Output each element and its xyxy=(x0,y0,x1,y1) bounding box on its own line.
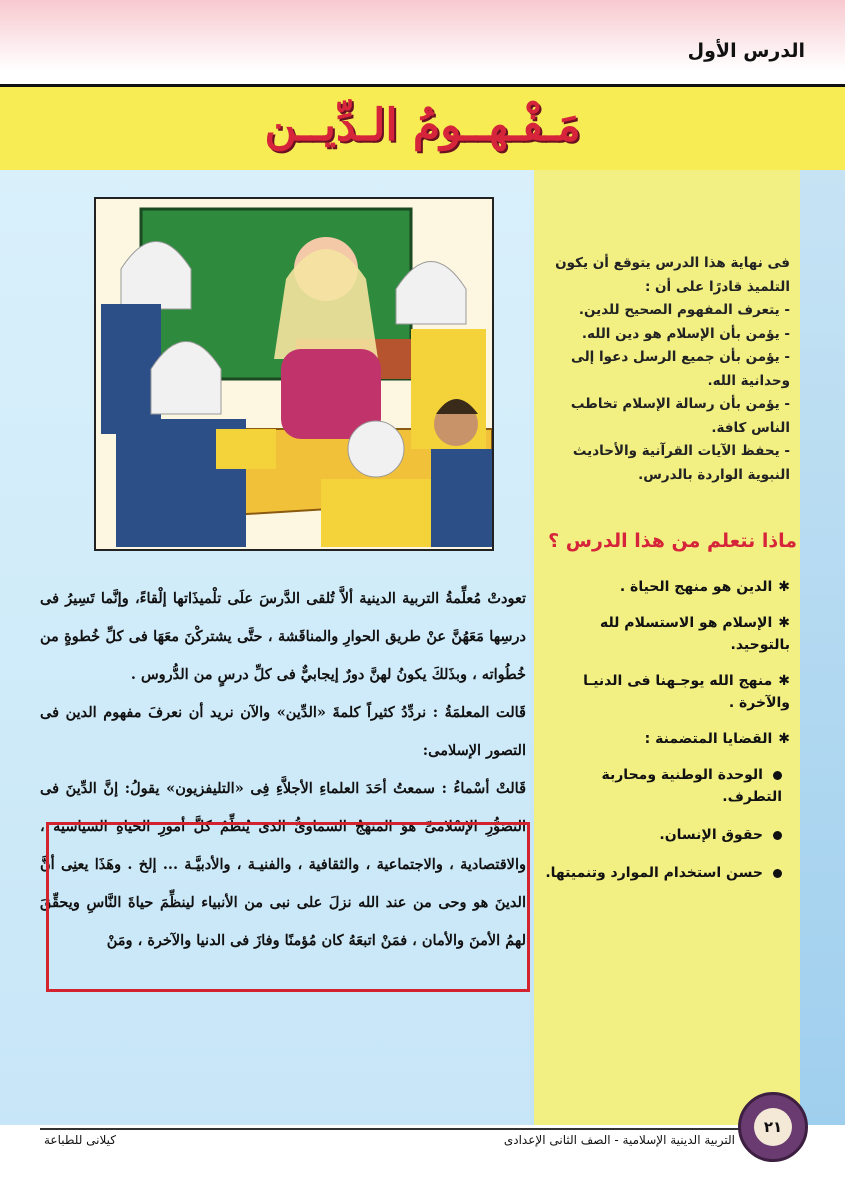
objective-item: - يؤمن بأن جميع الرسل دعوا إلى وحدانية الله. xyxy=(570,349,790,389)
learn-item xyxy=(540,576,790,598)
issue-item xyxy=(540,862,790,884)
lesson-label: الدرس الأول xyxy=(687,40,805,62)
body-paragraph-1: تعودتْ مُعلِّمةُ التربية الدينية ألاَّ تُلقى الدَّرسَ علَى تلْميذَاتها إلْقاءً، وإنَّما تَسِيرُ فى درسِها مَعَهُنَّ عنْ طريق الحوارِ والمناقَشة ، حتَّى يشتركْنَ معَهَا فى كلِّ خُطوةٍ من خُطُواته ، وبذَلكَ يكونُ لهنَّ دورٌ إيجابيٌّ فى كلِّ درسٍ من الدُّروس . xyxy=(40,590,526,683)
learn-item-text: الدين هو منهج الحياة . xyxy=(619,579,773,595)
star-bullet-icon: ✱ xyxy=(778,579,790,595)
learn-item-text: منهج الله يوجـهنا فى الدنيـا والآخرة . xyxy=(583,673,790,711)
learn-list xyxy=(540,576,790,900)
issue-item xyxy=(540,824,790,846)
star-bullet-icon: ✱ xyxy=(778,673,790,689)
right-edge-strip xyxy=(800,170,845,1125)
footer-book-title: التربية الدينية الإسلامية - الصف الثانى الإعدادى xyxy=(503,1133,735,1147)
dot-bullet-icon xyxy=(773,831,782,840)
learn-heading: ماذا نتعلم من هذا الدرس ؟ xyxy=(548,530,797,552)
learn-item-text: الإسلام هو الاستسلام لله بالتوحيد. xyxy=(599,615,790,653)
objectives-list xyxy=(548,299,790,487)
objective-item: - يؤمن بأن رسالة الإسلام تخاطب الناس كافة. xyxy=(570,396,790,436)
issue-text: الوحدة الوطنية ومحاربة التطرف. xyxy=(601,767,782,805)
objectives-intro: فى نهاية هذا الدرس يتوقع أن يكون التلميذ قادرًا على أن : xyxy=(555,255,790,295)
learn-item xyxy=(540,612,790,656)
classroom-illustration xyxy=(94,197,494,551)
issue-text: حسن استخدام الموارد وتنميتها. xyxy=(545,865,763,881)
learn-item-text: القضايا المتضمنة : xyxy=(644,731,773,747)
objective-item: - يحفظ الآيات القرآنية والأحاديث النبوية الواردة بالدرس. xyxy=(572,443,790,483)
issues-list xyxy=(540,764,790,884)
objective-item: - يتعرف المفهوم الصحيح للدين. xyxy=(578,302,790,318)
body-paragraph-3: قَالتْ أسْماءُ : سمعتُ أحَدَ العلماءِ الأجلاَّءِ فِى «التليفزيون» يقولُ: إنَّ الدِّينَ فى التصَوُّرِ الإسْلامىِّ هوَ المنهَجُ السماوىُّ الذى يُنظِّمُ كلَّ أمورِ الحياةِ السياسية ، والاقتصادية ، والاجتماعية ، والثقافية ، والفنيـة ، والأدبيَّـة ... إلخ . وهَذَا يعنِى أنَّ الدينَ هو وحى من عند الله نزلَ على نبى من الأنبياء لينظِّمَ حياةَ النَّاسِ ويحقِّقَ لهمُ الأمنَ والأمان ، فمَنْ اتبعَهُ كان مُؤمنًا وفازَ فى الدنيا والآخرة ، ومَنْ xyxy=(40,780,526,949)
highlight-box xyxy=(46,822,530,992)
dot-bullet-icon xyxy=(773,771,782,780)
star-bullet-icon: ✱ xyxy=(778,731,790,747)
dot-bullet-icon xyxy=(773,869,782,878)
objectives-box xyxy=(548,252,790,487)
page-title: مَـفْـهــومُ الـدِّيــن xyxy=(264,100,581,151)
page-number: ٢١ xyxy=(754,1108,792,1146)
issue-item xyxy=(540,764,790,808)
star-bullet-icon: ✱ xyxy=(778,615,790,631)
footer-rule xyxy=(40,1128,740,1130)
objective-item: - يؤمن بأن الإسلام هو دين الله. xyxy=(581,325,790,342)
issue-text: حقوق الإنسان. xyxy=(659,827,763,843)
learn-item xyxy=(540,728,790,750)
page-number-badge xyxy=(738,1092,808,1162)
footer-printer: كيلانى للطباعة xyxy=(44,1133,116,1147)
body-paragraph-2: قَالت المعلمَةُ : نردِّدُ كثيراً كلمةَ «الدِّين» والآن نريد أن نعرفَ مفهوم الدين فى التصور الإسلامى: xyxy=(40,704,526,759)
learn-item xyxy=(540,670,790,714)
